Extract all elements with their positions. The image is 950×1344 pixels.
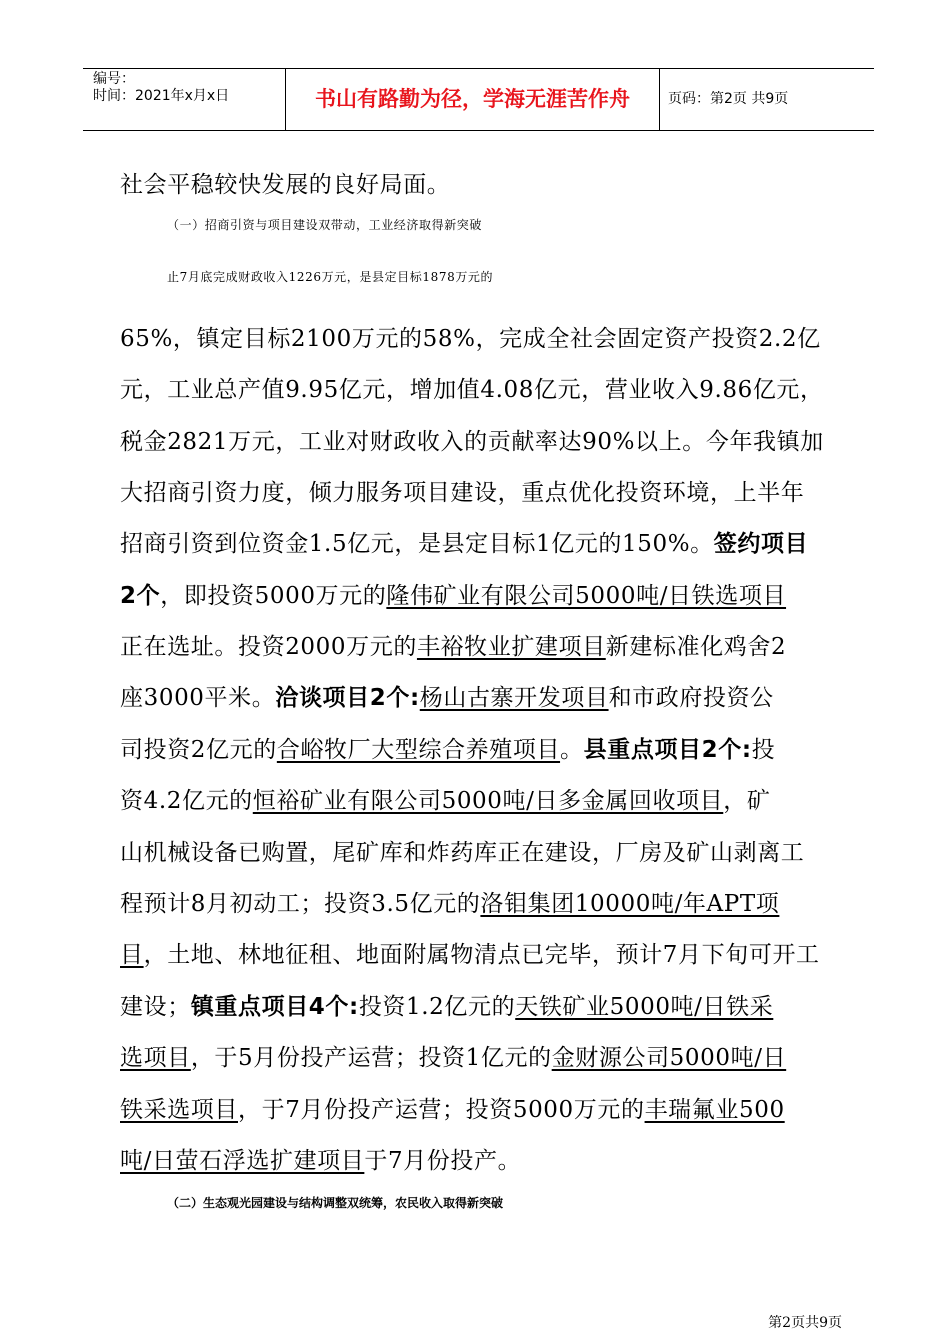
document-number: 编号： xyxy=(93,71,135,87)
bold-label: 镇重点项目4个: xyxy=(190,994,359,1020)
bold-label: 签约项目 xyxy=(713,531,809,557)
project-name: 杨山古寨开发项目 xyxy=(419,685,609,711)
text-run: ，于5月份投产运营；投资1亿元的 xyxy=(190,1045,552,1071)
project-name: 合峪牧厂大型综合养殖项目 xyxy=(276,737,561,763)
paragraph-line xyxy=(120,525,845,558)
project-name: 选项目 xyxy=(120,1045,191,1071)
project-name: 恒裕矿业有限公司5000吨/日多金属回收项目 xyxy=(252,788,724,814)
page-header xyxy=(83,68,874,131)
paragraph-line xyxy=(120,679,845,712)
bold-label: 洽谈项目2个: xyxy=(275,685,420,711)
paragraph-line xyxy=(120,1039,845,1072)
text-run: 山机械设备已购置，尾矿库和炸药库正在建设，厂房及矿山剥离工 xyxy=(120,840,805,866)
bold-label: 县重点项目2个: xyxy=(583,737,752,763)
paragraph-line xyxy=(120,320,845,353)
paragraph-line xyxy=(120,885,845,918)
project-name: 洛钼集团10000吨/年APT项 xyxy=(480,891,780,917)
text-run: 社会平稳较快发展的良好局面。 xyxy=(120,172,451,198)
section-heading-1 xyxy=(167,216,892,233)
paragraph-line xyxy=(167,268,892,285)
project-name: 铁采选项目 xyxy=(120,1097,238,1123)
text-run: ，于7月份投产运营；投资5000万元的 xyxy=(238,1097,645,1123)
text-run: 资4.2亿元的 xyxy=(120,788,253,814)
text-run: 建设； xyxy=(120,994,191,1020)
paragraph-line xyxy=(120,371,845,404)
paragraph-line xyxy=(120,474,845,507)
text-run: 招商引资到位资金1.5亿元，是县定目标1亿元的150%。 xyxy=(120,531,714,557)
page-footer: 第2页共9页 xyxy=(768,1315,842,1331)
section-title-text: （一）招商引资与项目建设双带动，工业经济取得新突破 xyxy=(167,218,483,232)
project-name: 丰瑞氟业500 xyxy=(644,1097,785,1123)
header-page-number: 页码：第2页 共9页 xyxy=(668,91,789,107)
text-run: ，矿 xyxy=(723,788,771,814)
paragraph-line xyxy=(120,1142,845,1175)
paragraph-line xyxy=(120,577,845,610)
header-meta-cell xyxy=(83,69,286,130)
text-run: 税金2821万元，工业对财政收入的贡献率达90%以上。今年我镇加 xyxy=(120,429,824,455)
project-name: 目 xyxy=(120,942,144,968)
paragraph-line xyxy=(120,166,845,199)
paragraph-line xyxy=(120,1091,845,1124)
bold-label: 2个 xyxy=(120,583,161,609)
text-run: 于7月份投产。 xyxy=(364,1148,522,1174)
text-run: 。 xyxy=(560,737,584,763)
paragraph-line xyxy=(120,731,845,764)
text-run: 新建标准化鸡舍2 xyxy=(605,634,787,660)
paragraph-line xyxy=(120,936,845,969)
text-run: 座3000平米。 xyxy=(120,685,276,711)
text-run: 大招商引资力度，倾力服务项目建设，重点优化投资环境，上半年 xyxy=(120,480,805,506)
paragraph-line xyxy=(120,423,845,456)
project-name: 丰裕牧业扩建项目 xyxy=(416,634,606,660)
text-run: 司投资2亿元的 xyxy=(120,737,277,763)
paragraph-line xyxy=(120,782,845,815)
document-time: 时间：2021年x月x日 xyxy=(93,88,230,104)
section-heading-2 xyxy=(167,1194,892,1211)
text-run: 止7月底完成财政收入1226万元，是县定目标1878万元的 xyxy=(167,270,494,284)
text-run: 投资1.2亿元的 xyxy=(358,994,516,1020)
paragraph-line xyxy=(120,988,845,1021)
header-motto: 书山有路勤为径，学海无涯苦作舟 xyxy=(286,69,660,130)
project-name: 吨/日萤石浮选扩建项目 xyxy=(120,1148,365,1174)
text-run: ，即投资5000万元的 xyxy=(160,583,387,609)
text-run: 元，工业总产值9.95亿元，增加值4.08亿元，营业收入9.86亿元， xyxy=(120,377,824,403)
paragraph-line xyxy=(120,628,845,661)
project-name: 天铁矿业5000吨/日铁采 xyxy=(515,994,774,1020)
text-run: 程预计8月初动工；投资3.5亿元的 xyxy=(120,891,481,917)
section-title-text: （二）生态观光园建设与结构调整双统筹，农民收入取得新突破 xyxy=(167,1196,504,1210)
text-run: 正在选址。投资2000万元的 xyxy=(120,634,417,660)
project-name: 金财源公司5000吨/日 xyxy=(551,1045,787,1071)
paragraph-line xyxy=(120,834,845,867)
text-run: 65%，镇定目标2100万元的58%，完成全社会固定资产投资2.2亿 xyxy=(120,326,821,352)
text-run: ，土地、林地征租、地面附属物清点已完毕，预计7月下旬可开工 xyxy=(143,942,820,968)
text-run: 投 xyxy=(751,737,776,763)
project-name: 隆伟矿业有限公司5000吨/日铁选项目 xyxy=(386,583,787,609)
text-run: 和市政府投资公 xyxy=(608,685,774,711)
